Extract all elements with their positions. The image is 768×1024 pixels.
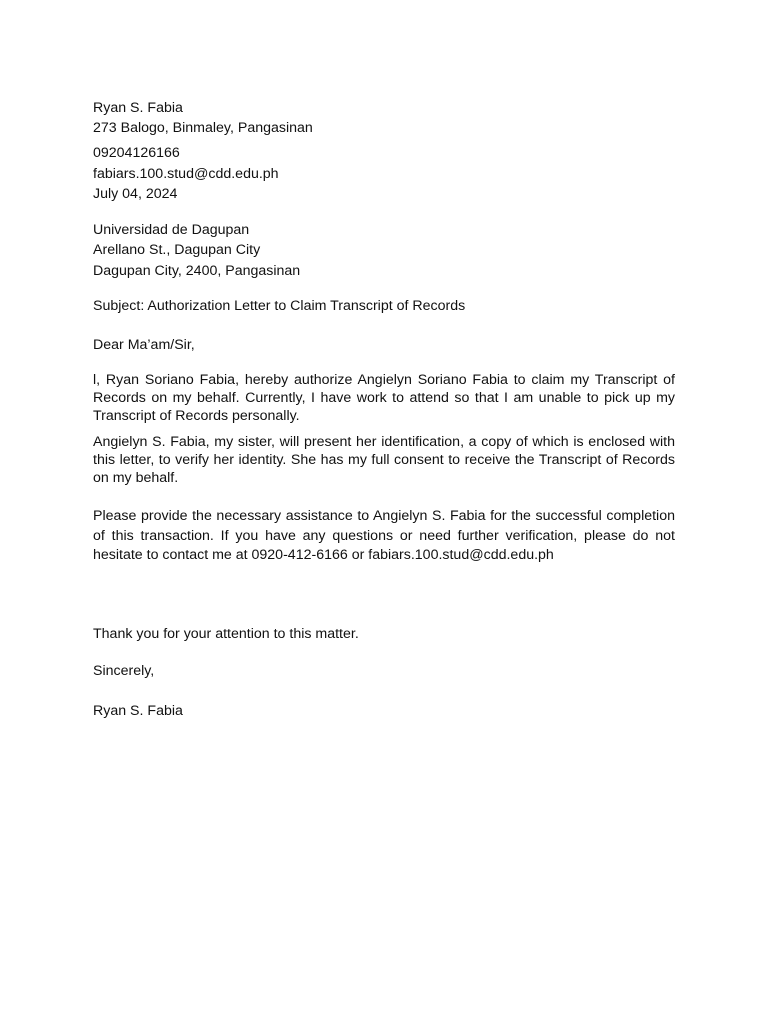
salutation: Dear Ma’am/Sir, [93,337,195,353]
recipient-street: Arellano St., Dagupan City [93,242,261,258]
body-paragraph-authorization: l, Ryan Soriano Fabia, hereby authorize Angielyn Soriano Fabia to claim my Transcript of Records on my behalf. Currently, I have work to attend so that I am unable to pick up my Transcript of Records personally. [93,372,675,424]
thanks-line: Thank you for your attention to this matter. [93,626,359,642]
body-paragraph-identification: Angielyn S. Fabia, my sister, will present her identification, a copy of which is enclosed with this letter, to verify her identity. She has my full consent to receive the Transcript of Records on my behalf. [93,434,675,486]
sender-name: Ryan S. Fabia [93,100,183,116]
signature-name: Ryan S. Fabia [93,703,183,719]
sender-address: 273 Balogo, Binmaley, Pangasinan [93,120,313,136]
letter-date: July 04, 2024 [93,186,178,202]
recipient-institution: Universidad de Dagupan [93,222,250,238]
sender-phone: 09204126166 [93,145,180,161]
letter-subject: Subject: Authorization Letter to Claim Transcript of Records [93,298,466,314]
closing-line: Sincerely, [93,663,155,679]
recipient-city: Dagupan City, 2400, Pangasinan [93,263,301,279]
body-paragraph-assistance: Please provide the necessary assistance to Angielyn S. Fabia for the successful completion of this transaction. If you have any questions or need further verification, please do not hesitate to contact me at 0920-412-6166 or fabiars.100.stud@cdd.edu.ph [93,508,675,563]
letter-page [93,0,675,1024]
sender-email: fabiars.100.stud@cdd.edu.ph [93,166,279,182]
